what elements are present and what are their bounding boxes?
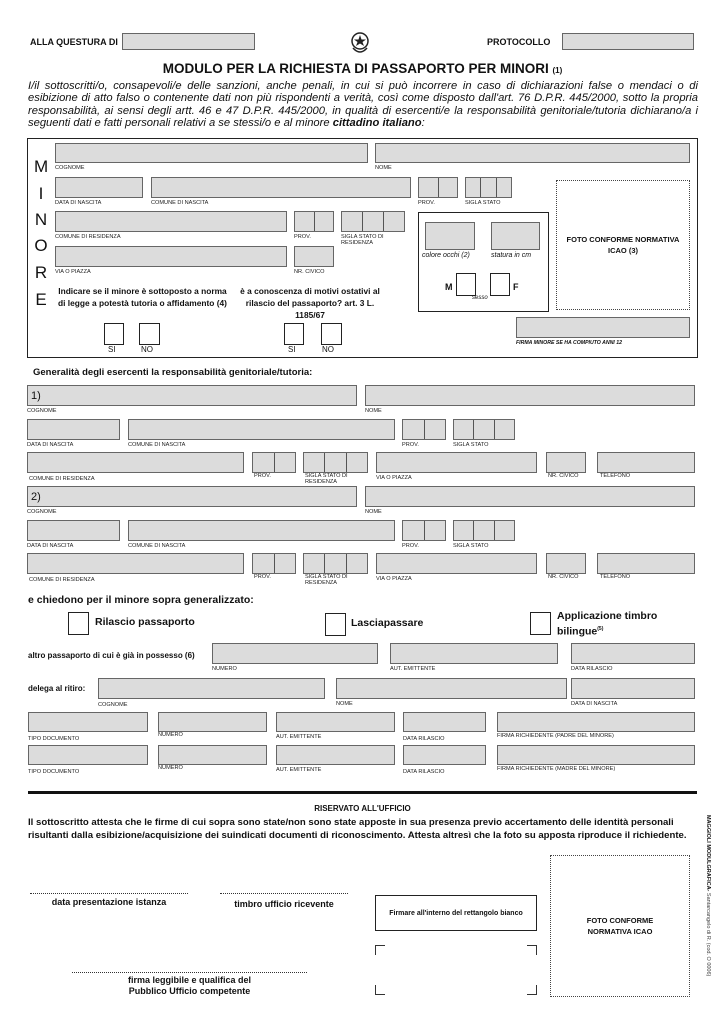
field-cell[interactable] <box>425 420 446 439</box>
parent-1-birth-date-label: DATA DI NASCITA <box>27 442 74 448</box>
photo-area: FOTO CONFORME NORMATIVA ICAO (3) <box>556 180 690 310</box>
parent-2-birth-country-label: SIGLA STATO <box>453 543 489 549</box>
si-label: SI <box>108 345 116 354</box>
sex-f-checkbox[interactable] <box>490 273 510 296</box>
field-cell[interactable] <box>377 453 536 472</box>
ostativi-no-checkbox[interactable] <box>321 323 342 345</box>
field-cell[interactable] <box>28 386 356 405</box>
father-signature-field[interactable] <box>497 712 695 732</box>
minor-birth-country-label: SIGLA STATO <box>465 200 501 206</box>
field-cell[interactable] <box>377 554 536 573</box>
field-cell[interactable] <box>325 554 346 573</box>
field-cell[interactable] <box>466 178 481 197</box>
delegate-surname-field[interactable] <box>98 678 325 699</box>
parent-1-birth-country-field[interactable] <box>453 419 515 440</box>
minor-residence-country-label: SIGLA STATO DI RESIDENZA <box>341 234 384 246</box>
lasciapassare-checkbox[interactable] <box>325 613 346 636</box>
delega-label: delega al ritiro: <box>28 684 86 693</box>
other-passport-date-label: DATA RILASCIO <box>571 666 613 672</box>
minor-birth-prov-field[interactable] <box>418 177 458 198</box>
corner-mark <box>375 945 385 955</box>
field-cell[interactable] <box>99 679 324 698</box>
request-heading: e chiedono per il minore sopra generalizzato: <box>28 594 254 606</box>
si-label: SI <box>288 345 296 354</box>
field-cell[interactable] <box>129 420 394 439</box>
parent-1-residence-prov-field[interactable] <box>252 452 296 473</box>
parent-2-residence-country-field[interactable] <box>303 553 368 574</box>
questura-field[interactable] <box>122 33 255 50</box>
field-cell[interactable] <box>454 420 474 439</box>
field-cell[interactable] <box>547 453 585 472</box>
sex-f-label: F <box>513 282 519 292</box>
field-cell[interactable] <box>391 644 557 663</box>
parent-2-residence-city-label: COMUNE DI RESIDENZA <box>29 577 95 583</box>
field-cell[interactable] <box>275 453 296 472</box>
field-cell[interactable] <box>403 521 425 540</box>
parent-1-birth-country-label: SIGLA STATO <box>453 442 489 448</box>
minore-letter: R <box>34 263 48 282</box>
mother-doc-date-field[interactable] <box>403 745 486 765</box>
field-cell[interactable] <box>129 521 394 540</box>
ostativi-si-checkbox[interactable] <box>284 323 304 345</box>
field-cell[interactable] <box>277 713 394 731</box>
field-cell[interactable] <box>28 420 119 439</box>
field-cell[interactable] <box>253 554 275 573</box>
date-label: data presentazione istanza <box>51 897 167 907</box>
field-cell[interactable] <box>498 713 694 731</box>
parent-2-birth-prov-label: PROV. <box>402 543 419 549</box>
field-cell[interactable] <box>376 144 689 162</box>
minor-street-number-field[interactable] <box>294 246 334 267</box>
field-cell[interactable] <box>304 554 325 573</box>
field-cell[interactable] <box>366 386 694 405</box>
parent-2-birth-country-field[interactable] <box>453 520 515 541</box>
parent-2-residence-country-label: SIGLA STATO DI RESIDENZA <box>305 574 348 586</box>
minor-residence-city-label: COMUNE DI RESIDENZA <box>55 234 121 240</box>
field-cell[interactable] <box>152 178 410 197</box>
official-signature-line <box>72 972 307 973</box>
other-passport-authority-label: AUT. EMITTENTE <box>390 666 436 672</box>
mother-doc-date-label: DATA RILASCIO <box>403 769 445 775</box>
parent-2-name-field[interactable] <box>365 486 695 507</box>
field-cell[interactable] <box>277 746 394 764</box>
father-doc-number-field[interactable] <box>158 712 267 732</box>
field-cell[interactable] <box>474 521 494 540</box>
parent-2-birth-prov-field[interactable] <box>402 520 446 541</box>
minor-signature-label: FIRMA MINORE SE HA COMPIUTO ANNI 12 <box>516 340 622 346</box>
eye-color-field[interactable] <box>425 222 475 250</box>
field-cell[interactable] <box>439 178 458 197</box>
stamp-label: timbro ufficio ricevente <box>234 899 334 909</box>
stamp-line <box>220 893 348 894</box>
minor-residence-city-field[interactable] <box>55 211 287 232</box>
parent-2-surname-field[interactable] <box>27 486 357 507</box>
field-cell[interactable] <box>56 178 142 197</box>
minor-residence-country-field[interactable] <box>341 211 405 232</box>
italian-republic-emblem-icon <box>350 30 370 61</box>
minor-name-label: NOME <box>375 165 392 171</box>
sex-m-label: M <box>445 282 453 292</box>
mother-signature-label: FIRMA RICHIEDENTE (MADRE DEL MINORE) <box>497 766 616 772</box>
parent-1-residence-country-label: SIGLA STATO DI RESIDENZA <box>305 473 348 485</box>
parent-1-birth-city-field[interactable] <box>128 419 395 440</box>
field-cell[interactable] <box>29 746 147 764</box>
field-cell[interactable] <box>425 521 446 540</box>
altro-passaporto-label: altro passaporto di cui è già in possesso (6) <box>28 651 195 660</box>
field-cell[interactable] <box>498 746 694 764</box>
field-cell[interactable] <box>384 212 404 231</box>
parent-2-surname-label: COGNOME <box>27 509 57 515</box>
sign-instruction-box: Firmare all'interno del rettangolo bianco <box>375 895 537 931</box>
parent-2-street-number-field[interactable] <box>546 553 586 574</box>
field-cell[interactable] <box>366 487 694 506</box>
minor-birth-country-field[interactable] <box>465 177 512 198</box>
minore-letter: I <box>38 184 44 203</box>
parent-2-phone-label: TELEFONO <box>600 574 631 580</box>
parent-1-residence-prov-label: PROV. <box>254 473 271 479</box>
field-cell[interactable] <box>403 420 425 439</box>
field-cell[interactable] <box>495 420 514 439</box>
field-cell[interactable] <box>481 178 496 197</box>
parent-1-name-field[interactable] <box>365 385 695 406</box>
field-cell[interactable] <box>253 453 275 472</box>
field-cell[interactable] <box>295 212 315 231</box>
delegate-name-label: NOME <box>336 701 353 707</box>
mother-doc-number-field[interactable] <box>158 745 267 765</box>
field-cell[interactable] <box>495 521 514 540</box>
parent-1-birth-city-label: COMUNE DI NASCITA <box>128 442 186 448</box>
field-cell[interactable] <box>28 453 243 472</box>
parent-2-residence-prov-field[interactable] <box>252 553 296 574</box>
field-cell[interactable] <box>547 554 585 573</box>
father-doc-authority-label: AUT. EMITTENTE <box>276 734 322 740</box>
minor-surname-label: COGNOME <box>55 165 85 171</box>
field-cell[interactable] <box>497 178 511 197</box>
mother-doc-type-field[interactable] <box>28 745 148 765</box>
field-cell[interactable] <box>598 453 694 472</box>
office-heading: RISERVATO ALL'UFFICIO <box>314 804 411 813</box>
field-cell[interactable] <box>454 521 474 540</box>
field-cell[interactable] <box>28 521 119 540</box>
minor-street-field[interactable] <box>55 246 287 267</box>
parents-heading: Generalità degli esercenti la responsabilità genitoriale/tutoria: <box>33 367 313 378</box>
timbro-bilingue-label: Applicazione timbro bilingue$^{(5)}$ <box>557 610 658 638</box>
minor-surname-field[interactable] <box>55 143 368 163</box>
minor-birth-prov-label: PROV. <box>418 200 435 206</box>
field-cell[interactable] <box>28 554 243 573</box>
question-ostativi: è a conoscenza di motivi ostativi al rilascio del passaporto? art. 3 L. 1185/67 <box>240 286 380 320</box>
minore-letter: E <box>35 290 47 309</box>
intro-paragraph: I/il sottoscritti/o, consapevoli/e delle sanzioni, anche penali, in cui si può incorrere in caso di dichiarazioni false o mendaci o di esibizione di atto falso o contenente dati non più rispondenti a verità, così come disposto dall'art. 76 D.P.R. 445/2000, sotto la propria responsabilità, ai sensi degli artt. 46 e 47 D.P.R. 445/2000, in qualità di esercenti/e la responsabilità genitoriale/tutoria dichiarano/a i seguenti dati e fatti personali relativi a se stessi/o e al minore cittadino italiano: <box>28 80 698 129</box>
parent-1-phone-label: TELEFONO <box>600 473 631 479</box>
father-doc-type-field[interactable] <box>28 712 148 732</box>
rilascio-checkbox[interactable] <box>68 612 89 635</box>
parent-2-birth-city-field[interactable] <box>128 520 395 541</box>
timbro-bilingue-checkbox[interactable] <box>530 612 551 635</box>
page-title: MODULO PER LA RICHIESTA DI PASSAPORTO PER MINORI (1) <box>162 61 563 76</box>
delegate-birth-date-field[interactable] <box>571 678 695 699</box>
parent-2-birth-date-field[interactable] <box>27 520 120 541</box>
delegate-birth-date-label: DATA DI NASCITA <box>571 701 618 707</box>
minor-signature-field[interactable] <box>516 317 690 338</box>
printer-credit: MAGGIOLI MODULGRAFICA- Santarcangelo di R. (cod. O 0006) <box>705 815 711 977</box>
field-cell[interactable] <box>159 713 266 731</box>
minor-street-number-label: NR. CIVICO <box>294 269 325 275</box>
signature-area[interactable] <box>375 945 537 995</box>
sex-m-checkbox[interactable] <box>456 273 476 296</box>
parent-2-street-field[interactable] <box>376 553 537 574</box>
question-tutoria: Indicare se il minore è sottoposto a norma di legge a potestà tutoria o affidamento (4) <box>58 286 227 308</box>
protocollo-label: PROTOCOLLO <box>487 37 551 47</box>
parent-2-street-number-label: NR. CIVICO <box>548 574 579 580</box>
date-line <box>30 893 188 894</box>
mother-signature-field[interactable] <box>497 745 695 765</box>
minor-birth-date-label: DATA DI NASCITA <box>55 200 102 206</box>
father-doc-date-field[interactable] <box>403 712 486 732</box>
field-cell[interactable] <box>419 178 439 197</box>
mother-doc-authority-field[interactable] <box>276 745 395 765</box>
field-cell[interactable] <box>275 554 296 573</box>
delegate-surname-label: COGNOME <box>98 702 128 708</box>
parent-1-birth-prov-field[interactable] <box>402 419 446 440</box>
other-passport-number-label: NUMERO <box>212 666 237 672</box>
parent-1-name-label: NOME <box>365 408 382 414</box>
field-cell[interactable] <box>572 644 694 663</box>
minore-letter: N <box>34 210 48 229</box>
mother-doc-authority-label: AUT. EMITTENTE <box>276 767 322 773</box>
parent-1-phone-field[interactable] <box>597 452 695 473</box>
parent-1-residence-country-field[interactable] <box>303 452 368 473</box>
minor-residence-prov-label: PROV. <box>294 234 311 240</box>
rilascio-label: Rilascio passaporto <box>95 616 195 628</box>
no-label: NO <box>322 345 334 354</box>
questura-label: ALLA QUESTURA DI <box>30 37 118 47</box>
field-cell[interactable] <box>304 453 325 472</box>
parent-2-street-label: VIA O PIAZZA <box>376 576 412 582</box>
tutoria-no-checkbox[interactable] <box>139 323 160 345</box>
parent-1-street-field[interactable] <box>376 452 537 473</box>
protocollo-field[interactable] <box>562 33 694 50</box>
field-cell[interactable] <box>474 420 494 439</box>
other-passport-number-field[interactable] <box>212 643 378 664</box>
corner-mark <box>527 985 537 995</box>
corner-mark <box>375 985 385 995</box>
field-cell[interactable] <box>325 453 346 472</box>
father-signature-label: FIRMA RICHIEDENTE (PADRE DEL MINORE) <box>497 733 614 739</box>
minor-name-field[interactable] <box>375 143 690 163</box>
parent-2-birth-date-label: DATA DI NASCITA <box>27 543 74 549</box>
tutoria-si-checkbox[interactable] <box>104 323 124 345</box>
field-cell[interactable] <box>404 713 485 731</box>
field-cell[interactable] <box>315 212 334 231</box>
field-cell[interactable] <box>572 679 694 698</box>
mother-doc-type-label: TIPO DOCUMENTO <box>28 769 80 775</box>
office-photo-area: FOTO CONFORME NORMATIVA ICAO <box>550 855 690 997</box>
father-doc-type-label: TIPO DOCUMENTO <box>28 736 80 742</box>
field-cell[interactable] <box>295 247 333 266</box>
field-cell[interactable] <box>159 746 266 764</box>
parent-1-birth-date-field[interactable] <box>27 419 120 440</box>
field-cell[interactable] <box>213 644 377 663</box>
parent-1-number: 1) <box>31 390 41 402</box>
field-cell[interactable] <box>347 554 367 573</box>
parent-1-residence-city-label: COMUNE DI RESIDENZA <box>29 476 95 482</box>
field-cell[interactable] <box>56 247 286 266</box>
lasciapassare-label: Lasciapassare <box>351 617 424 629</box>
father-doc-authority-field[interactable] <box>276 712 395 732</box>
field-cell[interactable] <box>56 212 286 231</box>
minore-letter: M <box>34 157 49 176</box>
field-cell[interactable] <box>598 554 694 573</box>
field-cell[interactable] <box>342 212 363 231</box>
other-passport-authority-field[interactable] <box>390 643 558 664</box>
parent-2-birth-city-label: COMUNE DI NASCITA <box>128 543 186 549</box>
field-cell[interactable] <box>337 679 566 698</box>
parent-1-street-label: VIA O PIAZZA <box>376 475 412 481</box>
parent-1-surname-field[interactable] <box>27 385 357 406</box>
official-signature-label: firma leggibile e qualifica del Pubblico Ufficio competente <box>127 975 252 996</box>
parent-2-residence-prov-label: PROV. <box>254 574 271 580</box>
height-field[interactable] <box>491 222 540 250</box>
father-doc-date-label: DATA RILASCIO <box>403 736 445 742</box>
other-passport-date-field[interactable] <box>571 643 695 664</box>
father-doc-number-label: NUMERO <box>158 732 183 738</box>
parent-1-surname-label: COGNOME <box>27 408 57 414</box>
section-divider <box>28 791 697 794</box>
sex-label: sesso <box>472 295 488 301</box>
parent-1-street-number-field[interactable] <box>546 452 586 473</box>
eye-color-label: colore occhi (2) <box>422 252 470 259</box>
corner-mark <box>527 945 537 955</box>
mother-doc-number-label: NUMERO <box>158 765 183 771</box>
field-cell[interactable] <box>347 453 367 472</box>
field-cell[interactable] <box>404 746 485 764</box>
minore-letter: O <box>34 236 48 255</box>
field-cell[interactable] <box>56 144 367 162</box>
delegate-name-field[interactable] <box>336 678 567 699</box>
parent-2-residence-city-field[interactable] <box>27 553 244 574</box>
minor-street-label: VIA O PIAZZA <box>55 269 91 275</box>
minor-birth-date-field[interactable] <box>55 177 143 198</box>
minor-birth-city-field[interactable] <box>151 177 411 198</box>
field-cell[interactable] <box>29 713 147 731</box>
height-label: statura in cm <box>491 252 532 259</box>
field-cell[interactable] <box>28 487 356 506</box>
field-cell[interactable] <box>363 212 384 231</box>
parent-2-name-label: NOME <box>365 509 382 515</box>
parent-1-residence-city-field[interactable] <box>27 452 244 473</box>
parent-1-street-number-label: NR. CIVICO <box>548 473 579 479</box>
parent-1-birth-prov-label: PROV. <box>402 442 419 448</box>
office-attestation: Il sottoscritto attesta che le firme di cui sopra sono state/non sono state apposte in sua presenza previo accertamento delle identità personali risultanti dalla esibizione/acquisizione dei suindicati documenti di riconoscimento. Attesta altresì che la foto su apposta riproduce il richiedente. <box>28 817 687 841</box>
minor-residence-prov-field[interactable] <box>294 211 334 232</box>
no-label: NO <box>141 345 153 354</box>
parent-2-phone-field[interactable] <box>597 553 695 574</box>
minor-birth-city-label: COMUNE DI NASCITA <box>151 200 209 206</box>
parent-2-number: 2) <box>31 491 41 503</box>
